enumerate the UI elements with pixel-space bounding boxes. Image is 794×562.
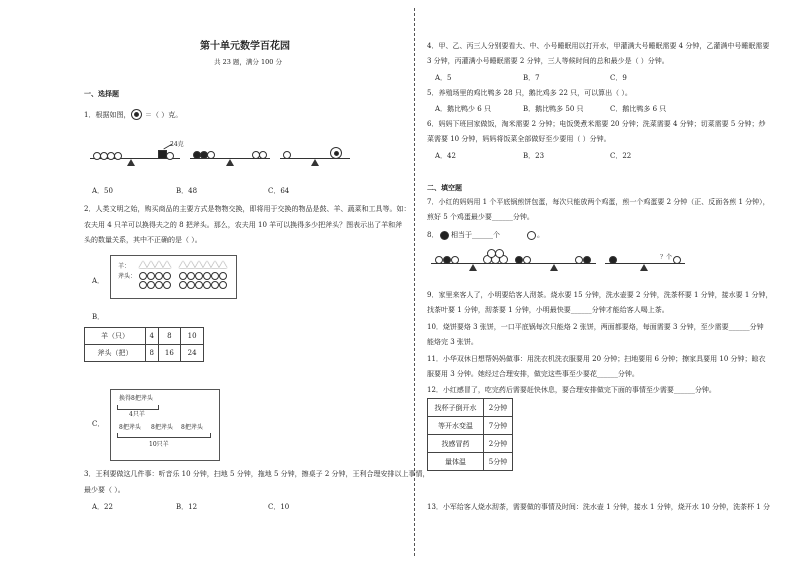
table-cell: 找感冒药 bbox=[428, 435, 484, 453]
q2-line3: 头的数量关系，其中不正确的是（ ）。 bbox=[84, 236, 202, 244]
q4-line2: 3 分钟，丙灌满小号睡眠需要 2 分钟，三人等候时间的总和最少是（ ）分钟。 bbox=[427, 57, 669, 65]
circle-axe-icon bbox=[163, 281, 171, 289]
q5-option-a[interactable]: A．鹅比鸭少 6 只 bbox=[435, 105, 491, 113]
triangle-sheep-icon bbox=[187, 261, 195, 268]
open-circle-icon bbox=[527, 231, 536, 240]
q1-text: 1．根据如图， bbox=[84, 111, 131, 119]
circle-axe-icon bbox=[139, 281, 147, 289]
circle-axe-icon bbox=[203, 272, 211, 280]
circle-axe-icon bbox=[179, 281, 187, 289]
circle-axe-icon bbox=[187, 281, 195, 289]
q2-line1: 2．人类文明之始，购买商品的主要方式是物物交换，即将用于交换的物品是鼓、羊、蔬菜和工具等。如： bbox=[84, 205, 411, 213]
q12-table bbox=[427, 398, 513, 471]
q1-option-b[interactable]: B．48 bbox=[176, 187, 198, 195]
circle-axe-icon bbox=[139, 272, 147, 280]
triangle-sheep-icon bbox=[139, 261, 147, 268]
table-cell: 7分钟 bbox=[484, 417, 513, 435]
fulcrum-icon bbox=[127, 159, 135, 166]
q6-option-b[interactable]: B．23 bbox=[523, 152, 545, 160]
q2-option-b-table bbox=[84, 327, 204, 362]
q4-option-b[interactable]: B．7 bbox=[523, 74, 540, 82]
q4-option-c[interactable]: C．9 bbox=[610, 74, 627, 82]
target-weight-icon bbox=[131, 109, 142, 120]
q8-middle: 相当于______个 bbox=[451, 231, 500, 239]
q2-option-a-box bbox=[110, 255, 237, 299]
c-axe-label: 8把斧头 bbox=[119, 424, 141, 431]
q6-option-c[interactable]: C．22 bbox=[610, 152, 632, 160]
triangle-sheep-icon bbox=[163, 261, 171, 268]
q5-option-b[interactable]: B．鹅比鸭多 50 只 bbox=[523, 105, 584, 113]
table-cell: 2分钟 bbox=[484, 399, 513, 417]
circle-axe-icon bbox=[147, 281, 155, 289]
q7-line2: 煎好 5 个鸡蛋最少要______分钟。 bbox=[427, 213, 534, 221]
q3-option-c[interactable]: C．10 bbox=[268, 503, 290, 511]
q3-line1: 3．王利要做这几件事：听音乐 10 分钟，扫地 5 分钟，拖地 5 分钟，擦桌子 2 分钟，王利合理安排以上事情， bbox=[84, 470, 430, 478]
q1-option-a[interactable]: A．50 bbox=[92, 187, 113, 195]
q11-line1: 11．小华双休日想帮妈妈做事：用洗衣机洗衣服要用 20 分钟；扫地要用 6 分钟；擦家具要用 10 分钟；晾衣 bbox=[427, 355, 766, 363]
page-subtitle: 共 23 题，满分 100 分 bbox=[214, 58, 282, 66]
table-cell: 羊（只） bbox=[85, 328, 146, 345]
q12-line1: 12．小红感冒了，吃完药后需要赶快休息，要合理安排做完下面的事情至少需要______分钟。 bbox=[427, 386, 716, 394]
circle-axe-icon bbox=[203, 281, 211, 289]
q8-prefix: 8． bbox=[427, 231, 439, 239]
table-cell: 16 bbox=[158, 345, 181, 362]
table-cell: 10 bbox=[181, 328, 204, 345]
triangle-sheep-icon bbox=[179, 261, 187, 268]
circle-axe-icon bbox=[179, 272, 187, 280]
q6-option-a[interactable]: A．42 bbox=[435, 152, 456, 160]
q2-option-c-box bbox=[110, 389, 220, 461]
table-cell: 等开水变温 bbox=[428, 417, 484, 435]
c-mid-label: 4只羊 bbox=[129, 411, 145, 418]
section-heading-fill: 二、填空题 bbox=[427, 183, 462, 192]
filled-circle-icon bbox=[440, 231, 449, 240]
q10-line2: 能烙完 3 张饼。 bbox=[427, 338, 478, 346]
table-cell: 8 bbox=[146, 345, 159, 362]
c-axe-label: 8把斧头 bbox=[151, 424, 173, 431]
triangle-sheep-icon bbox=[211, 261, 219, 268]
table-cell: 2分钟 bbox=[484, 435, 513, 453]
triangle-sheep-icon bbox=[155, 261, 163, 268]
table-cell: 5分钟 bbox=[484, 453, 513, 471]
q2-option-c-label[interactable]: C． bbox=[92, 420, 105, 428]
q3-option-a[interactable]: A．22 bbox=[92, 503, 113, 511]
table-cell: 4 bbox=[146, 328, 159, 345]
q8-suffix: 。 bbox=[537, 231, 544, 239]
q2-option-b-label[interactable]: B． bbox=[92, 313, 105, 321]
q9-line2: 找茶叶要 1 分钟，沏茶要 1 分钟，小明最快要______分钟才能给客人喝上茶。 bbox=[427, 306, 669, 314]
q4-line1: 4．甲、乙、丙三人分别要看大、中、小号睡眠用以打开水，甲灌满大号睡眠需要 4 分钟，乙灌满中号睡眠需要 bbox=[427, 42, 770, 50]
q3-option-b[interactable]: B．12 bbox=[176, 503, 198, 511]
c-top-label: 换得8把斧头 bbox=[119, 395, 153, 402]
circle-axe-icon bbox=[155, 272, 163, 280]
target-weight-icon bbox=[330, 147, 342, 159]
q2-option-a-label[interactable]: A． bbox=[92, 277, 105, 285]
circle-axe-icon bbox=[211, 272, 219, 280]
triangle-sheep-icon bbox=[195, 261, 203, 268]
table-cell: 找杯子倒开水 bbox=[428, 399, 484, 417]
circle-axe-icon bbox=[155, 281, 163, 289]
q2-a-sheep-label: 羊： bbox=[118, 263, 131, 270]
q1-text-suffix: ＝（ ）克。 bbox=[145, 111, 183, 119]
section-heading-choice: 一、选择题 bbox=[84, 89, 119, 98]
triangle-sheep-icon bbox=[147, 261, 155, 268]
q11-line2: 服要用 3 分钟。她经过合理安排，做完这些事至少要花______分钟。 bbox=[427, 370, 639, 378]
table-cell: 斧头（把） bbox=[85, 345, 146, 362]
circle-axe-icon bbox=[147, 272, 155, 280]
table-cell: 量体温 bbox=[428, 453, 484, 471]
q6-line1: 6．妈妈下班回家做饭，淘米需要 2 分钟；电饭煲煮米需要 20 分钟；洗菜需要 4 分钟；切菜需要 5 分钟；炒 bbox=[427, 120, 766, 128]
q7-line1: 7．小红的妈妈用 1 个平底锅煎饼包蛋，每次只能放两个鸡蛋，煎一个鸡蛋要 2 分钟（正、反面各煎 1 分钟）， bbox=[427, 198, 770, 206]
q5-line1: 5．养殖场里的鸡比鸭多 28 只，鹅比鸡多 22 只，可以算出（ ）。 bbox=[427, 89, 632, 97]
circle-axe-icon bbox=[211, 281, 219, 289]
q2-line2: 农夫用 4 只羊可以换得夫之的 8 把斧头。那么，农夫用 10 羊可以换得多少把斧头？图表示出了羊和斧 bbox=[84, 221, 403, 229]
q2-a-axe-label: 斧头： bbox=[118, 273, 137, 280]
circle-axe-icon bbox=[219, 281, 227, 289]
table-cell: 8 bbox=[158, 328, 181, 345]
q1-option-c[interactable]: C．64 bbox=[268, 187, 290, 195]
q10-line1: 10．烧饼要烙 3 张饼，一口平底锅每次只能烙 2 张饼，两面都要烙，每面需要 3 分钟，至少需要______分钟 bbox=[427, 323, 764, 331]
circle-axe-icon bbox=[195, 272, 203, 280]
unknown-count-label: ？个 bbox=[660, 254, 673, 261]
right-column bbox=[415, 0, 794, 562]
q6-line2: 菜需要 10 分钟，妈妈将饭菜全部做好至少要用（ ）分钟。 bbox=[427, 135, 611, 143]
page-title: 第十单元数学百花园 bbox=[200, 41, 290, 52]
weight-label: 24克 bbox=[170, 141, 184, 148]
triangle-sheep-icon bbox=[203, 261, 211, 268]
circle-axe-icon bbox=[195, 281, 203, 289]
circle-axe-icon bbox=[163, 272, 171, 280]
triangle-sheep-icon bbox=[219, 261, 227, 268]
c-bottom-label: 10只羊 bbox=[149, 441, 169, 448]
q3-line2: 最少要（ ）。 bbox=[84, 486, 125, 494]
circle-axe-icon bbox=[187, 272, 195, 280]
c-axe-label: 8把斧头 bbox=[181, 424, 203, 431]
table-cell: 24 bbox=[181, 345, 204, 362]
q13-line1: 13．小军给客人烧水沏茶，需要做的事情及时间：洗水壶 1 分钟，接水 1 分钟，烧开水 10 分钟，洗茶杯 1 分 bbox=[427, 503, 770, 511]
q4-option-a[interactable]: A．5 bbox=[435, 74, 452, 82]
q5-option-c[interactable]: C．鹅比鸭多 6 只 bbox=[610, 105, 667, 113]
q9-line1: 9．家里来客人了，小明要给客人沏茶。烧水要 15 分钟，洗水壶要 2 分钟，洗茶杯要 1 分钟，接水要 1 分钟， bbox=[427, 291, 773, 299]
circle-axe-icon bbox=[219, 272, 227, 280]
